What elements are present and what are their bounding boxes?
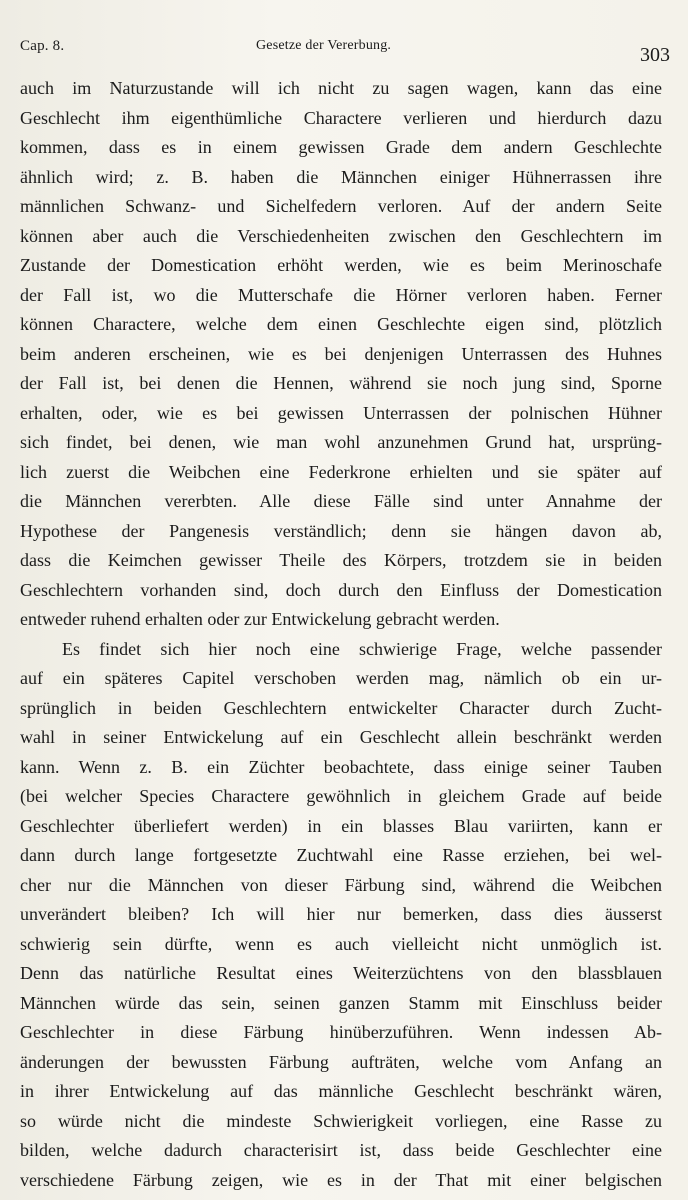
text-line: auf ein späteres Capitel verschoben werden mag, nämlich ob ein ur- xyxy=(20,668,662,688)
text-line: auch im Naturzustande will ich nicht zu sagen wagen, kann das eine xyxy=(20,78,662,98)
text-line: Zustande der Domestication erhöht werden, wie es beim Merinoschafe xyxy=(20,255,662,275)
text-line: änderungen der bewussten Färbung aufträten, welche vom Anfang an xyxy=(20,1051,662,1072)
text-line: der Fall ist, bei denen die Hennen, während sie noch jung sind, Sporne xyxy=(20,373,662,393)
text-line: dann durch lange fortgesetzte Zuchtwahl eine Rasse erziehen, bei wel- xyxy=(20,845,662,865)
text-line: sprünglich in beiden Geschlechtern entwickelter Character durch Zucht- xyxy=(20,697,662,718)
text-line: Es findet sich hier noch eine schwierige Frage, welche passender xyxy=(62,638,662,659)
text-line: ähnlich wird; z. B. haben die Männchen einiger Hühnerrassen ihre xyxy=(20,166,662,187)
text-line: entweder ruhend erhalten oder zur Entwickelung gebracht werden. xyxy=(20,609,500,629)
page-number: 303 xyxy=(640,44,670,66)
text-line: Männchen würde das sein, seinen ganzen Stamm mit Einschluss beider xyxy=(20,992,662,1013)
text-line: schwierig sein dürfte, wenn es auch vielleicht nicht unmöglich ist. xyxy=(20,933,662,954)
text-line: verschiedene Färbung zeigen, wie es in der That mit einer belgischen xyxy=(20,1169,662,1190)
text-line: cher nur die Männchen von dieser Färbung sind, während die Weibchen xyxy=(20,874,662,895)
text-line: so würde nicht die mindeste Schwierigkeit vorliegen, eine Rasse zu xyxy=(20,1110,662,1131)
text-line: Geschlechter überliefert werden) in ein blasses Blau variirten, kann er xyxy=(20,815,662,836)
text-line: Hypothese der Pangenesis verständlich; denn sie hängen davon ab, xyxy=(20,520,662,541)
text-line: in ihrer Entwickelung auf das männliche Geschlecht beschränkt wären, xyxy=(20,1081,662,1101)
text-line: Geschlechtern vorhanden sind, doch durch den Einfluss der Domestication xyxy=(20,579,662,600)
text-line: können Charactere, welche dem einen Geschlechte eigen sind, plötzlich xyxy=(20,314,662,334)
text-line: Geschlecht ihm eigenthümliche Charactere verlieren und hierdurch dazu xyxy=(20,107,662,128)
text-line: unverändert bleiben? Ich will hier nur bemerken, dass dies äusserst xyxy=(20,904,662,924)
text-line: der Fall ist, wo die Mutterschafe die Hörner verloren haben. Ferner xyxy=(20,284,662,305)
body-text xyxy=(20,74,662,1195)
text-line: wahl in seiner Entwickelung auf ein Geschlecht allein beschränkt werden xyxy=(20,727,662,747)
text-line: erhalten, oder, wie es bei gewissen Unterrassen der polnischen Hühner xyxy=(20,402,662,423)
text-line: kommen, dass es in einem gewissen Grade dem andern Geschlechte xyxy=(20,137,662,157)
page-header xyxy=(20,30,670,70)
text-line: bilden, welche dadurch characterisirt ist, dass beide Geschlechter eine xyxy=(20,1140,662,1160)
text-line: die Männchen vererbten. Alle diese Fälle sind unter Annahme der xyxy=(20,491,662,511)
text-line: Geschlechter in diese Färbung hinüberzuführen. Wenn indessen Ab- xyxy=(20,1022,662,1042)
text-line: (bei welcher Species Charactere gewöhnlich in gleichem Grade auf beide xyxy=(20,786,662,806)
text-line: dass die Keimchen gewisser Theile des Körpers, trotzdem sie in beiden xyxy=(20,550,662,570)
text-line: lich zuerst die Weibchen eine Federkrone erhielten und sie später auf xyxy=(20,461,662,482)
text-line: können aber auch die Verschiedenheiten zwischen den Geschlechtern im xyxy=(20,225,662,246)
chapter-label: Cap. 8. xyxy=(20,38,65,54)
text-line: beim anderen erscheinen, wie es bei denjenigen Unterrassen des Huhnes xyxy=(20,343,662,364)
running-head: Gesetze der Vererbung. xyxy=(256,38,392,53)
text-line: männlichen Schwanz- und Sichelfedern verloren. Auf der andern Seite xyxy=(20,196,662,216)
text-line: Denn das natürliche Resultat eines Weiterzüchtens von den blassblauen xyxy=(20,963,662,983)
text-line: sich findet, bei denen, wie man wohl anzunehmen Grund hat, ursprüng- xyxy=(20,432,662,452)
text-line: kann. Wenn z. B. ein Züchter beobachtete, dass einige seiner Tauben xyxy=(20,756,662,777)
